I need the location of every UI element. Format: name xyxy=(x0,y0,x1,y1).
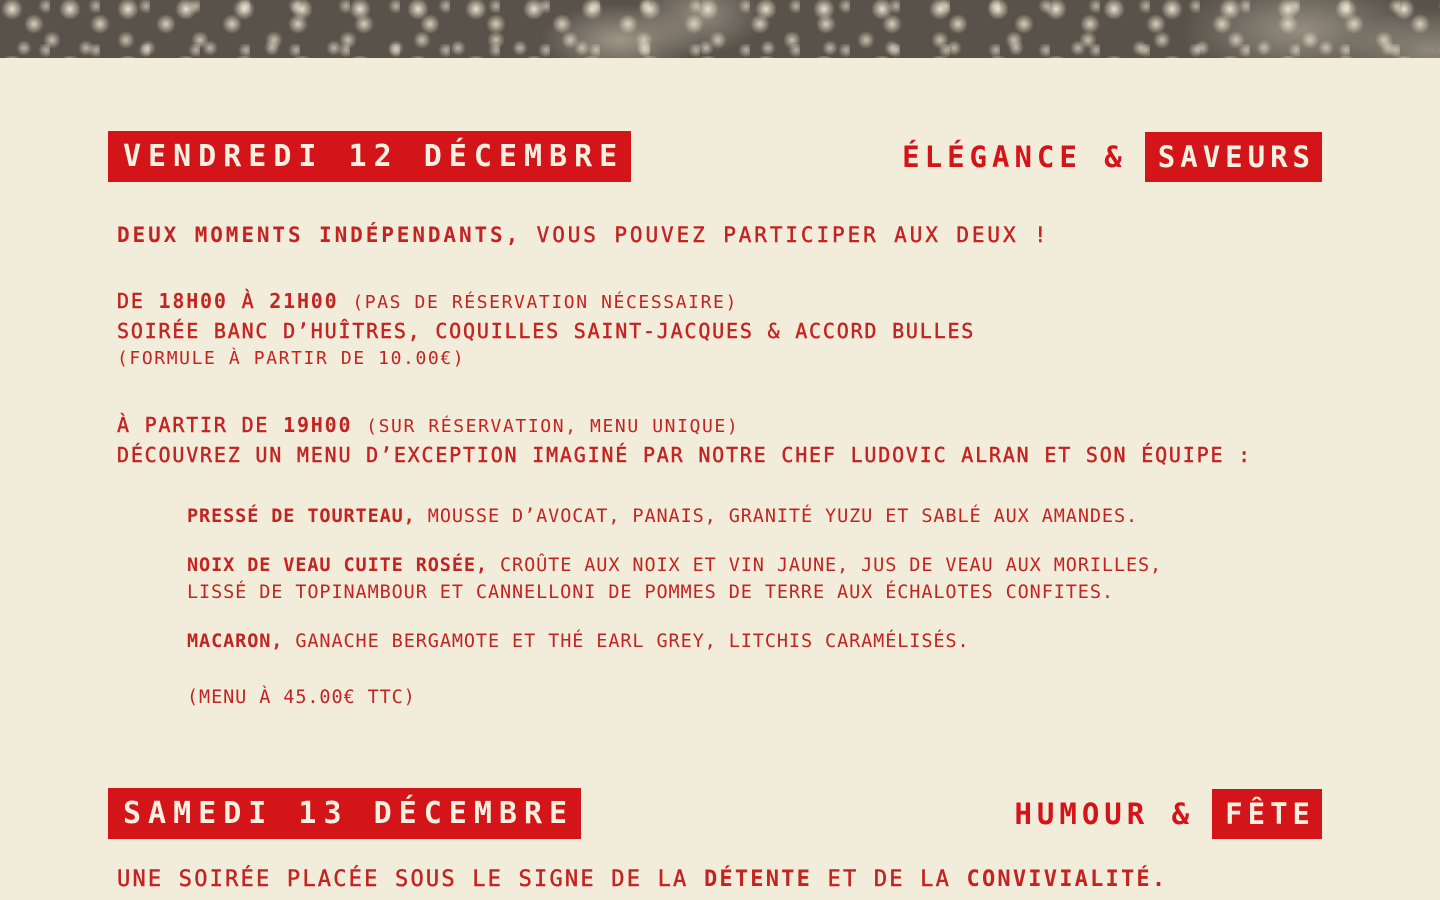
slot1-prefix: DE xyxy=(117,289,145,313)
friday-tagline-boxed: SAVEURS xyxy=(1145,132,1322,182)
menu-price: (MENU À 45.00€ TTC) xyxy=(187,687,416,708)
slot2-title: DÉCOUVREZ UN MENU D’EXCEPTION IMAGINÉ PAR NOTRE CHEF LUDOVIC ALRAN ET SON ÉQUIPE : xyxy=(117,443,1252,467)
saturday-tagline-plain: HUMOUR & xyxy=(1014,796,1195,831)
early-evening-slot xyxy=(117,287,1322,373)
dinner-menu xyxy=(187,503,1322,708)
menu-item-desc: GANACHE BERGAMOTE ET THÉ EARL GREY, LITCHIS CARAMÉLISÉS. xyxy=(295,631,970,652)
intro-rest: VOUS POUVEZ PARTICIPER AUX DEUX ! xyxy=(536,223,1050,247)
closing-part1: UNE SOIRÉE PLACÉE SOUS LE SIGNE DE LA xyxy=(117,867,689,892)
slot2-prefix: À PARTIR DE xyxy=(117,413,270,437)
closing-emphasis-detente: DÉTENTE xyxy=(703,867,813,892)
saturday-tagline-boxed: FÊTE xyxy=(1212,789,1322,839)
menu-item-name: PRESSÉ DE TOURTEAU, xyxy=(187,506,416,527)
slot1-middle: À xyxy=(241,289,256,313)
closing-emphasis-convivialite: CONVIVIALITÉ. xyxy=(966,867,1168,892)
menu-item-desc: MOUSSE D’AVOCAT, PANAIS, GRANITÉ YUZU ET SABLÉ AUX AMANDES. xyxy=(427,506,1139,527)
menu-item-desc: CROÛTE AUX NOIX ET VIN JAUNE, JUS DE VEAU AUX MORILLES, LISSÉ DE TOPINAMBOUR ET CANNELLONI DE POMMES DE TERRE AUX ÉCHALOTES CONFITES. xyxy=(187,555,1163,603)
menu-item-name: NOIX DE VEAU CUITE ROSÉE, xyxy=(187,555,488,576)
intro-emphasis: DEUX MOMENTS INDÉPENDANTS, xyxy=(117,223,522,247)
flyer-body xyxy=(0,131,1440,892)
saturday-closing-line xyxy=(117,867,1322,892)
menu-item-name: MACARON, xyxy=(187,631,284,652)
friday-header-row xyxy=(108,131,1322,182)
slot1-time-line xyxy=(117,287,1322,317)
menu-item-dessert xyxy=(187,628,1207,655)
friday-intro-line xyxy=(117,223,1322,247)
closing-part2: ET DE LA xyxy=(827,867,952,892)
menu-item-starter xyxy=(187,503,1207,530)
dinner-slot xyxy=(117,411,1322,469)
friday-date-banner: VENDREDI 12 DÉCEMBRE xyxy=(108,131,631,182)
header-photo xyxy=(0,0,1440,58)
slot2-time-line xyxy=(117,411,1322,441)
menu-item-main xyxy=(187,552,1207,606)
slot1-note: (PAS DE RÉSERVATION NÉCESSAIRE) xyxy=(352,292,738,313)
slot1-start-time: 18H00 xyxy=(158,289,228,313)
friday-tagline-plain: ÉLÉGANCE & xyxy=(902,139,1127,174)
slot2-note: (SUR RÉSERVATION, MENU UNIQUE) xyxy=(366,416,740,437)
saturday-date-banner: SAMEDI 13 DÉCEMBRE xyxy=(108,788,581,839)
slot1-title: SOIRÉE BANC D’HUÎTRES, COQUILLES SAINT-JACQUES & ACCORD BULLES xyxy=(117,319,976,343)
saturday-header-row xyxy=(108,788,1322,839)
slot1-end-time: 21H00 xyxy=(269,289,339,313)
friday-tagline xyxy=(902,132,1322,182)
saturday-tagline xyxy=(1014,789,1322,839)
slot2-time: 19H00 xyxy=(283,413,353,437)
slot1-price: (FORMULE À PARTIR DE 10.00€) xyxy=(117,348,466,369)
